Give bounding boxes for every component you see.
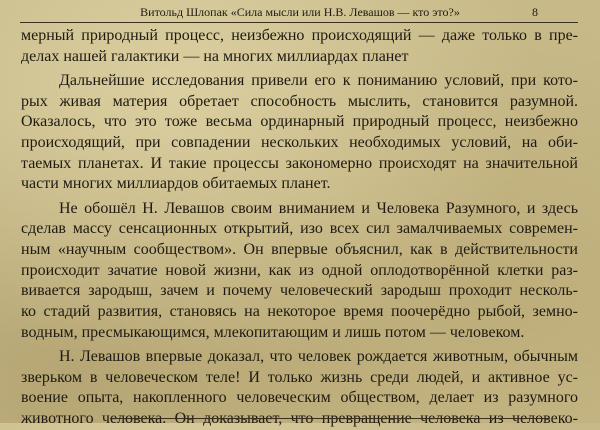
text-line: происходит зачатие новой жизни, как из одной оплодотворённой клетки раз- — [21, 261, 578, 279]
paragraph-continuation — [21, 26, 578, 67]
text-line: мерный природный процесс, неизбежно происходящий — даже только в пре- — [21, 27, 578, 44]
text-line: воение опыта, накопленного человеческим обществом, делает из разумного — [21, 389, 578, 407]
text-line: происходящий, при совпадении нескольких необходимых условий, на оби- — [21, 134, 578, 152]
text-line: рых живая материя обретает способность мыслить, становится разумной. — [21, 92, 578, 110]
text-line: Н. Левашов впервые доказал, что человек рождается животным, обычным — [59, 348, 578, 366]
text-line: Оказалось, что это тоже весьма ординарный природный процесс, неизбежно — [21, 113, 578, 131]
page-number: 8 — [532, 5, 538, 19]
text-line: таемых планетах. И такие процессы закономерно происходят на значительной — [21, 154, 578, 172]
text-line: ным «научным сообществом». Он впервые объяснил, как в действительности — [21, 241, 578, 259]
text-line: водным, пресмыкающимся, млекопитающим и лишь потом — человеком. — [21, 323, 525, 341]
text-line: Дальнейшие исследования привели его к пониманию условий, при кото- — [59, 72, 578, 90]
page-header — [0, 0, 600, 24]
text-line: Не обошёл Н. Левашов своим вниманием и Человека Разумного, и здесь — [59, 199, 578, 217]
text-line: ко стадий развития, становясь на некоторое время поочерёдно рыбой, земно- — [21, 302, 578, 320]
header-divider — [20, 22, 578, 23]
text-line: делах нашей галактики — на многих миллиардах планет — [21, 47, 409, 65]
footer-divider — [110, 418, 550, 419]
paragraph-research-conditions — [21, 71, 578, 195]
text-line: сделав массу сенсационных открытий, изо всех сил замалчиваемых современ- — [21, 220, 578, 238]
header-title: Витольд Шлопак «Сила мысли или Н.В. Левашов — кто это?» — [140, 5, 460, 19]
text-line: вивается зародыш, зачем и почему человеческий зародыш проходит несколь- — [21, 282, 578, 300]
body-text — [21, 26, 578, 430]
text-line: зверьком в человеческом теле! И только жизнь среди людей, и активное ус- — [21, 368, 578, 386]
paragraph-homo-sapiens — [21, 199, 578, 343]
text-line: животного человека. Он доказывает, что превращение человека из человеко- — [21, 409, 578, 427]
text-line: части многих миллиардов обитаемых планет. — [21, 175, 331, 193]
